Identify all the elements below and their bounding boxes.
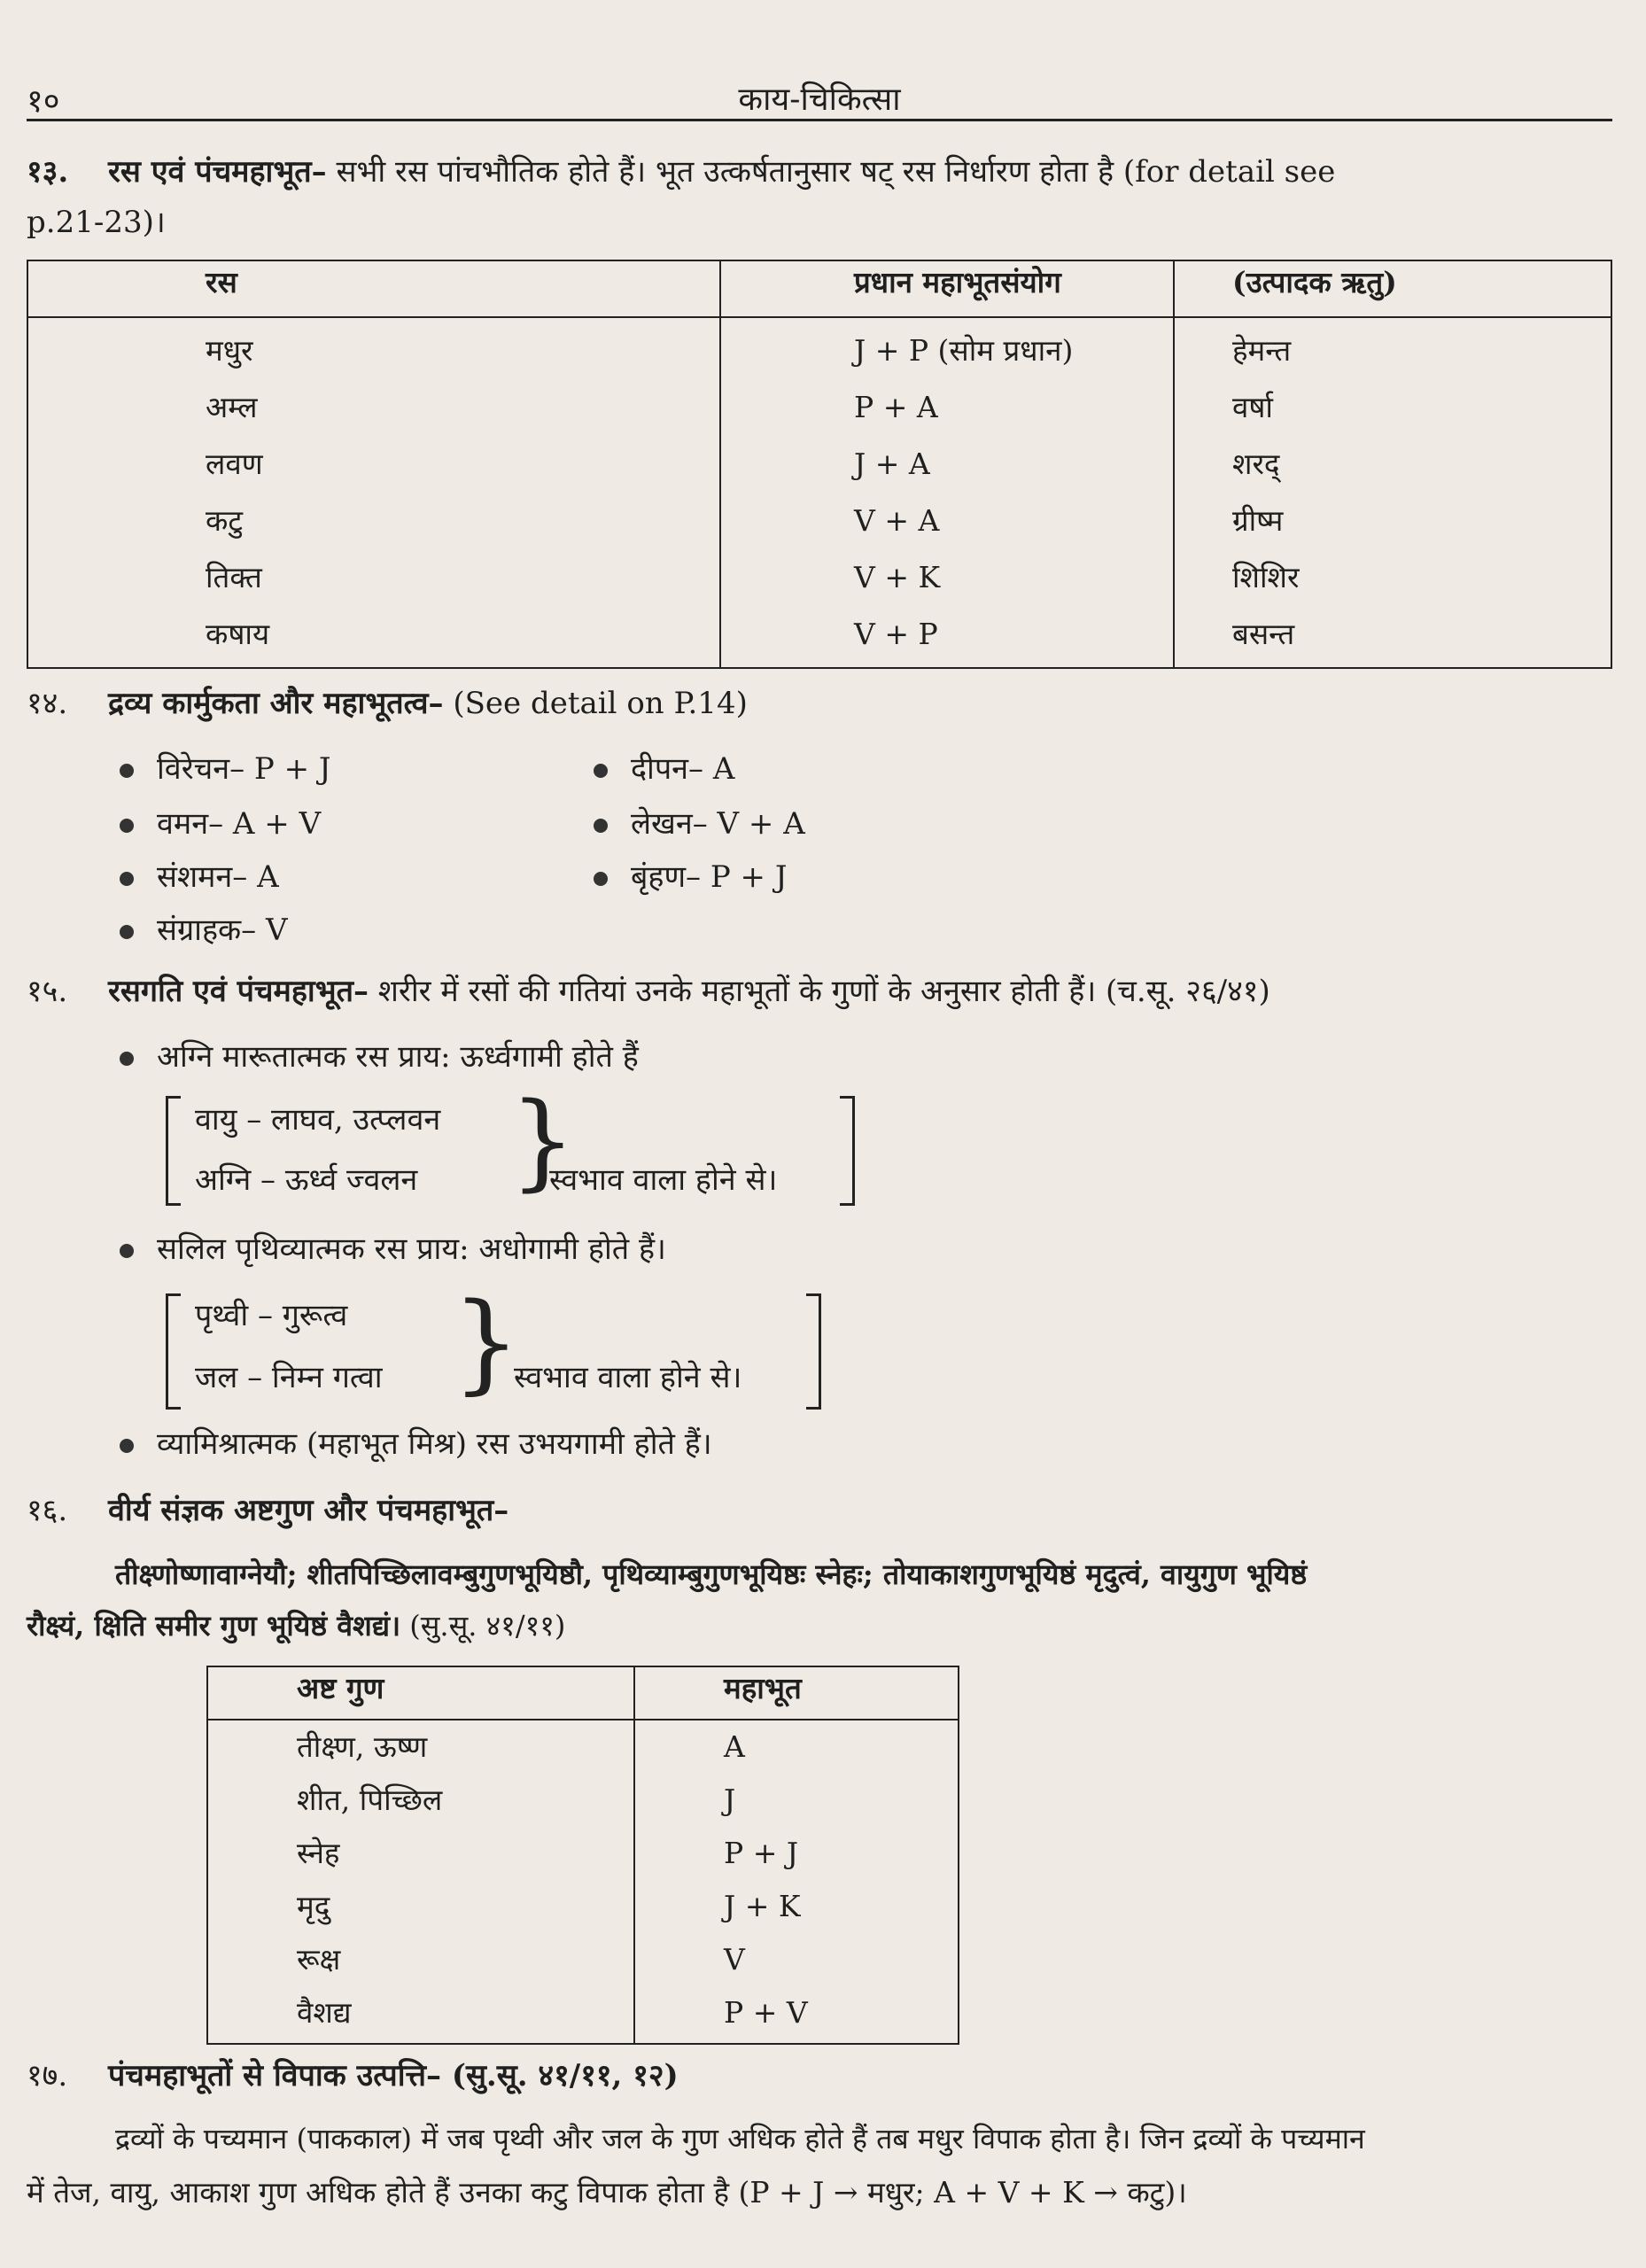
paragraph-line-1: द्रव्यों के पच्यमान (पाककाल) में जब पृथ्वी और जल के गुण अधिक होते हैं तब मधुर विपाक होता है। जिन द्रव्यों के पच्यमान xyxy=(115,2122,1365,2155)
reference: (सु.सू. ४१/११) xyxy=(409,1609,566,1643)
curly-brace-icon: } xyxy=(452,1279,521,1405)
document-page xyxy=(27,0,1621,2268)
table-cell: P + V xyxy=(724,1995,808,2030)
bullet-icon xyxy=(120,1052,134,1066)
table-body xyxy=(27,317,1611,668)
list-item: वमन– A + V xyxy=(120,797,321,850)
section-title: पंचमहाभूतों से विपाक उत्पत्ति– (सु.सू. ४१/११, १२) xyxy=(108,2058,679,2093)
right-bracket xyxy=(806,1293,821,1410)
table-cell: शरद् xyxy=(1232,447,1280,481)
table-cell: हेमन्त xyxy=(1232,333,1292,368)
list-item: सलिल पृथिव्यात्मक रस प्राय: अधोगामी होते हैं। xyxy=(120,1223,666,1276)
table-cell: V + P xyxy=(854,617,938,651)
list-item: संशमन– A xyxy=(120,850,279,904)
bullet-icon xyxy=(594,819,608,833)
section-number: १३. xyxy=(27,154,69,190)
rasa-table xyxy=(27,260,1612,669)
table-cell: कटु xyxy=(206,503,243,538)
section-number: १७. xyxy=(27,2058,68,2093)
bracket-line: जल – निम्न गत्वा xyxy=(195,1360,383,1395)
section-17-heading xyxy=(27,2050,1612,2101)
table-cell: V xyxy=(724,1942,745,1977)
table-cell: वैशद्य xyxy=(297,1995,352,2030)
table-cell: तिक्त xyxy=(206,560,262,594)
bracket-line: अग्नि – ऊर्ध्व ज्वलन xyxy=(195,1162,418,1198)
section-number: १४. xyxy=(27,686,68,721)
section-text: (See detail on P.14) xyxy=(453,686,748,721)
table-cell: लवण xyxy=(206,447,263,481)
section-text: सभी रस पांचभौतिक होते हैं। भूत उत्कर्षतानुसार षट् रस निर्धारण होता है (for detail see xyxy=(336,154,1336,190)
table-header: अष्ट गुण xyxy=(207,1666,634,1720)
table-header-row xyxy=(27,260,1611,317)
rasa-column xyxy=(27,317,720,668)
section-15-heading xyxy=(27,966,1612,1017)
list-item: अग्नि मारूतात्मक रस प्राय: ऊर्ध्वगामी होते हैं xyxy=(120,1030,639,1084)
table-cell: J + A xyxy=(854,447,930,481)
sanskrit-quote-line-1: तीक्ष्णोष्णावाग्नेयौ; शीतपिच्छिलावम्बुगुणभूयिष्ठौ, पृथिव्याम्बुगुणभूयिष्ठः स्नेहः; तोयाकाशगुणभूयिष्ठं मृदुत्वं, वायुगुण भूयिष्ठं xyxy=(115,1557,1308,1591)
section-13-heading xyxy=(27,146,1612,198)
table-cell: बसन्त xyxy=(1232,617,1295,651)
page-number: १० xyxy=(27,83,60,120)
bullet-icon xyxy=(120,1439,134,1453)
list-item: विरेचन– P + J xyxy=(120,742,331,796)
bracket-tail: स्वभाव वाला होने से। xyxy=(549,1162,778,1198)
page-title: काय-चिकित्सा xyxy=(738,82,901,118)
bullet-icon xyxy=(120,764,134,778)
table-cell: P + A xyxy=(854,390,938,424)
table-header: (उत्पादक ऋतु) xyxy=(1174,260,1611,317)
table-cell: V + K xyxy=(854,560,941,594)
table-cell: शीत, पिच्छिल xyxy=(297,1783,443,1817)
table-cell: स्नेह xyxy=(297,1836,340,1870)
section-13-text-cont: p.21-23)। xyxy=(27,205,166,240)
ritu-column xyxy=(1174,317,1611,668)
table-cell: रूक्ष xyxy=(297,1942,341,1977)
table-cell: A xyxy=(724,1729,745,1764)
section-title: रसगति एवं पंचमहाभूत– xyxy=(108,974,369,1009)
left-bracket xyxy=(166,1096,181,1206)
page-header xyxy=(27,73,1612,121)
section-number: १६. xyxy=(27,1493,68,1528)
table-cell: J + K xyxy=(724,1889,801,1923)
table-cell: मृदु xyxy=(297,1889,330,1923)
bullet-icon xyxy=(120,925,134,939)
table-header-row xyxy=(207,1666,959,1720)
paragraph-line-2: में तेज, वायु, आकाश गुण अधिक होते हैं उनका कटु विपाक होता है (P + J → मधुर; A + V + K → कटु)। xyxy=(27,2175,1187,2210)
table-body xyxy=(207,1720,959,2044)
table-header: महाभूत xyxy=(634,1666,959,1720)
list-item: लेखन– V + A xyxy=(594,797,805,850)
bullet-icon xyxy=(120,872,134,886)
table-cell: शिशिर xyxy=(1232,560,1300,594)
section-number: १५. xyxy=(27,974,68,1009)
section-14-heading xyxy=(27,678,1612,729)
bracket-line: पृथ्वी – गुरूत्व xyxy=(195,1298,348,1333)
table-cell: V + A xyxy=(854,503,940,538)
section-title: द्रव्य कार्मुकता और महाभूतत्व– xyxy=(108,686,444,721)
bullet-icon xyxy=(120,819,134,833)
section-title: वीर्य संज्ञक अष्टगुण और पंचमहाभूत– xyxy=(108,1493,509,1528)
table-header: रस xyxy=(27,260,720,317)
bracket-tail: स्वभाव वाला होने से। xyxy=(514,1360,742,1395)
table-cell: अम्ल xyxy=(206,390,258,424)
list-item: दीपन– A xyxy=(594,742,734,796)
guna-column xyxy=(207,1720,634,2044)
ashtaguna-table xyxy=(206,1666,959,2045)
section-16-heading xyxy=(27,1485,1612,1536)
sanskrit-quote-line-2: रौक्ष्यं, क्षिति समीर गुण भूयिष्ठं वैशद्यं। (सु.सू. ४१/११) xyxy=(27,1609,566,1643)
list-item: बृंहण– P + J xyxy=(594,850,787,904)
table-cell: तीक्ष्ण, ऊष्ण xyxy=(297,1729,428,1764)
curly-brace-icon: } xyxy=(509,1079,577,1201)
list-item: व्यामिश्रात्मक (महाभूत मिश्र) रस उभयगामी होते हैं। xyxy=(120,1418,712,1471)
table-cell: मधुर xyxy=(206,333,253,368)
table-cell: J xyxy=(724,1783,736,1817)
bracket-line: वायु – लाघव, उत्प्लवन xyxy=(195,1102,441,1138)
section-text: शरीर में रसों की गतियां उनके महाभूतों के गुणों के अनुसार होती हैं। (च.सू. २६/४१) xyxy=(377,974,1270,1009)
table-cell: ग्रीष्म xyxy=(1232,503,1284,538)
left-bracket xyxy=(166,1293,181,1410)
table-cell: J + P (सोम प्रधान) xyxy=(854,333,1074,368)
bullet-icon xyxy=(594,764,608,778)
mahabhuta-column xyxy=(634,1720,959,2044)
right-bracket xyxy=(840,1096,855,1206)
bullet-icon xyxy=(120,1244,134,1258)
table-cell: कषाय xyxy=(206,617,270,651)
bullet-icon xyxy=(594,872,608,886)
table-header: प्रधान महाभूतसंयोग xyxy=(720,260,1174,317)
table-cell: वर्षा xyxy=(1232,390,1273,424)
mahabhuta-column xyxy=(720,317,1174,668)
section-title: रस एवं पंचमहाभूत– xyxy=(108,154,327,190)
table-cell: P + J xyxy=(724,1836,799,1870)
list-item: संग्राहक– V xyxy=(120,904,288,957)
